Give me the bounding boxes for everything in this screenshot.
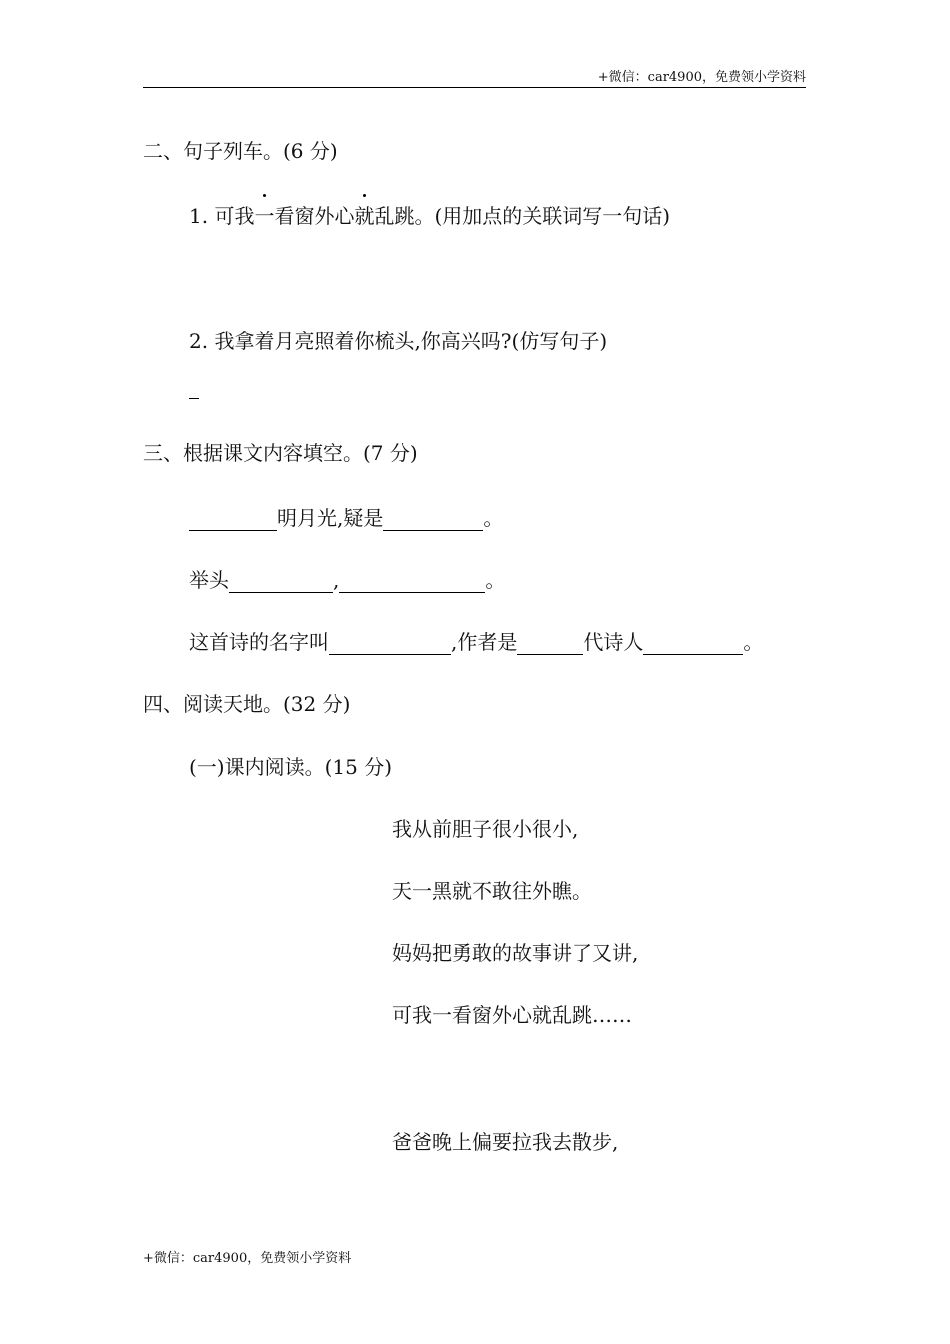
section3-title: 三、根据课文内容填空。(7 分) [143, 441, 418, 465]
fill-line-3 [189, 629, 763, 655]
poem-line-1: 我从前胆子很小很小, [392, 817, 579, 841]
fill-line-3-text-b: ,作者是 [451, 630, 518, 654]
poem-line-5: 爸爸晚上偏要拉我去散步, [392, 1130, 619, 1154]
blank-7[interactable] [643, 632, 743, 655]
question-1-part-b: 看窗外心 [274, 204, 355, 228]
blank-6[interactable] [517, 632, 583, 655]
section4-sub1: (一)课内阅读。(15 分) [189, 755, 393, 779]
header-divider [143, 87, 806, 88]
fill-line-1-text: 明月光,疑是 [277, 506, 384, 530]
blank-4[interactable] [339, 570, 485, 593]
fill-line-1 [189, 505, 503, 531]
blank-1[interactable] [189, 508, 277, 531]
fill-line-2 [189, 567, 505, 593]
fill-line-2-comma: , [333, 568, 340, 592]
question-1-part-a: 1. 可我 [189, 204, 255, 228]
fill-line-2-end: 。 [485, 568, 506, 592]
answer-mark [189, 398, 199, 399]
blank-5[interactable] [329, 632, 451, 655]
fill-line-3-end: 。 [743, 630, 764, 654]
fill-line-2-text: 举头 [189, 568, 229, 592]
poem-line-4: 可我一看窗外心就乱跳…… [392, 1003, 632, 1027]
poem-line-2: 天一黑就不敢往外瞧。 [392, 879, 592, 903]
poem-line-3: 妈妈把勇敢的故事讲了又讲, [392, 941, 639, 965]
fill-line-3-text-a: 这首诗的名字叫 [189, 630, 329, 654]
footer-watermark-text: +微信：car4900，免费领小学资料 [143, 1251, 352, 1266]
section2-title: 二、句子列车。(6 分) [143, 139, 338, 163]
blank-2[interactable] [383, 508, 483, 531]
blank-3[interactable] [229, 570, 333, 593]
dotted-connective-1: 一 [254, 204, 275, 228]
question-2: 2. 我拿着月亮照着你梳头,你高兴吗?(仿写句子) [189, 329, 608, 353]
fill-line-3-text-c: 代诗人 [583, 630, 644, 654]
question-1 [189, 203, 670, 229]
question-1-part-c: 乱跳。(用加点的关联词写一句话) [374, 204, 671, 228]
fill-line-1-end: 。 [483, 506, 504, 530]
dotted-connective-2: 就 [354, 204, 375, 228]
section4-title: 四、阅读天地。(32 分) [143, 692, 351, 716]
header-watermark-text: +微信：car4900，免费领小学资料 [597, 70, 806, 85]
